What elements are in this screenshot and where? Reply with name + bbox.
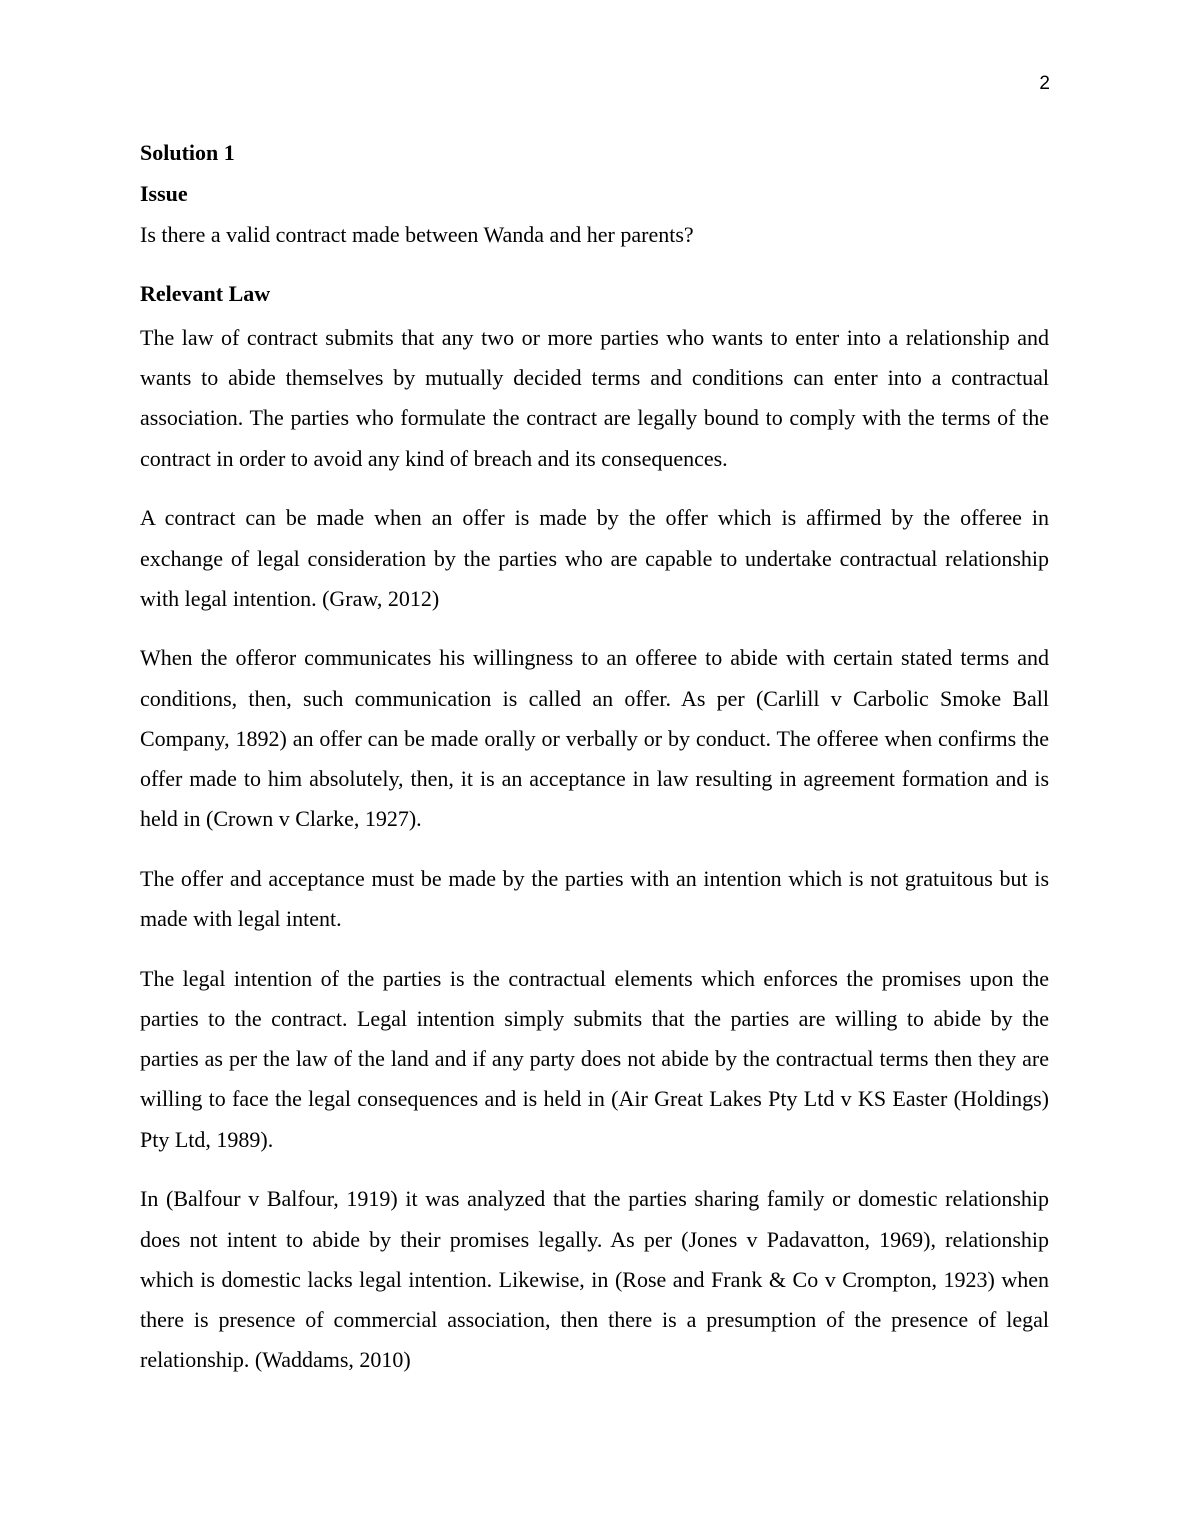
relevant-law-heading: Relevant Law [140, 281, 271, 306]
paragraph-law-of-contract: The law of contract submits that any two or more parties who wants to enter into a relationship and wants to abide themselves by mutually decided terms and conditions can enter into a contractual association. The parties who formulate the contract are legally bound to comply with the terms of the contract in order to avoid any kind of breach and its consequences. [140, 325, 1049, 471]
paragraph-intention: The offer and acceptance must be made by the parties with an intention which is not gratuitous but is made with legal intent. [140, 865, 1049, 932]
solution-title: Solution 1 [140, 140, 235, 165]
issue-question: Is there a valid contract made between Wanda and her parents? [140, 222, 694, 247]
page-number: 2 [1039, 73, 1050, 94]
paragraph-legal-intention: The legal intention of the parties is the contractual elements which enforces the promises upon the parties to the contract. Legal intention simply submits that the parties are willing to abide by the parties as per the law of the land and if any party does not abide by the contractual terms then they are willing to face the legal consequences and is held in (Air Great Lakes Pty Ltd v KS Easter (Holdings) Pty Ltd, 1989). [140, 965, 1049, 1152]
issue-heading: Issue [140, 181, 188, 206]
paragraph-contract-formation: A contract can be made when an offer is made by the offer which is affirmed by the offeree in exchange of legal consideration by the parties who are capable to undertake contractual relationship with legal intention. (Graw, 2012) [140, 505, 1049, 611]
paragraph-domestic-relationship: In (Balfour v Balfour, 1919) it was analyzed that the parties sharing family or domestic relationship does not intent to abide by their promises legally. As per (Jones v Padavatton, 1969), relationship which is domestic lacks legal intention. Likewise, in (Rose and Frank & Co v Crompton, 1923) when there is presence of commercial association, then there is a presumption of the presence of legal relationship. (Waddams, 2010) [140, 1186, 1049, 1373]
document-body [140, 137, 1049, 1400]
paragraph-offer-acceptance: When the offeror communicates his willingness to an offeree to abide with certain stated terms and conditions, then, such communication is called an offer. As per (Carlill v Carbolic Smoke Ball Company, 1892) an offer can be made orally or verbally or by conduct. The offeree when confirms the offer made to him absolutely, then, it is an acceptance in law resulting in agreement formation and is held in (Crown v Clarke, 1927). [140, 645, 1049, 832]
